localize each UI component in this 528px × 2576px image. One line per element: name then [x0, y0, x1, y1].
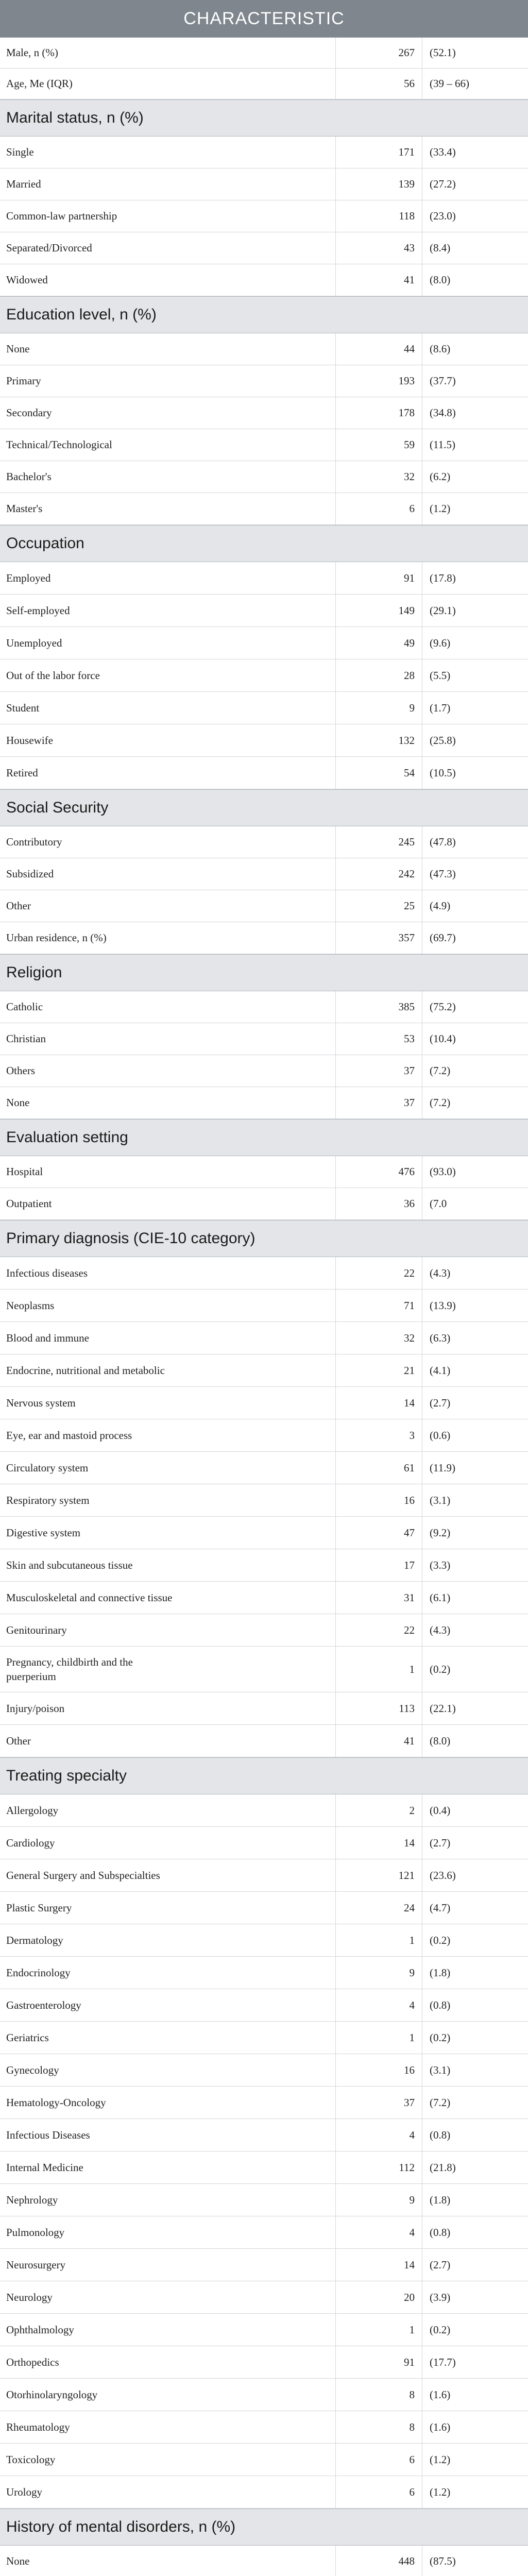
row-percent: (2.7)	[430, 2258, 451, 2271]
table-row	[0, 2346, 528, 2379]
row-label: Unemployed	[0, 627, 336, 659]
row-label: Blood and immune	[0, 1322, 336, 1354]
row-count: 8	[336, 2379, 422, 2411]
row-percent: (6.2)	[430, 470, 451, 483]
table-row	[0, 858, 528, 890]
table-row	[0, 1614, 528, 1647]
row-percent: (47.8)	[430, 836, 456, 848]
row-count: 49	[336, 627, 422, 659]
row-label: Neurosurgery	[0, 2249, 336, 2281]
row-label: Musculoskeletal and connective tissue	[0, 1582, 336, 1614]
row-count: 193	[336, 365, 422, 397]
row-percent: (23.0)	[430, 210, 456, 222]
row-label: Contributory	[0, 826, 336, 858]
row-count: 245	[336, 826, 422, 858]
table-row	[0, 137, 528, 168]
row-percent: (29.1)	[430, 604, 456, 617]
row-percent: (25.8)	[430, 734, 456, 747]
row-percent: (7.0	[430, 1197, 447, 1210]
row-count: 59	[336, 429, 422, 461]
row-percent: (1.7)	[430, 701, 451, 714]
table-row	[0, 429, 528, 461]
row-label: Married	[0, 168, 336, 200]
row-count: 37	[336, 1087, 422, 1118]
row-label: Male, n (%)	[0, 38, 336, 68]
table-row	[0, 692, 528, 724]
row-percent: (5.5)	[430, 669, 451, 682]
row-count: 71	[336, 1290, 422, 1321]
row-label: Hospital	[0, 1156, 336, 1188]
table-row	[0, 826, 528, 858]
row-count: 178	[336, 397, 422, 429]
table-row	[0, 1257, 528, 1290]
row-count: 28	[336, 659, 422, 691]
table-row	[0, 2314, 528, 2346]
row-count: 56	[336, 69, 422, 99]
table-row	[0, 1055, 528, 1087]
row-count: 24	[336, 1892, 422, 1924]
table-row	[0, 333, 528, 365]
row-count: 4	[336, 2216, 422, 2248]
table-row	[0, 2249, 528, 2281]
table-row	[0, 1957, 528, 1989]
table-row	[0, 1419, 528, 1452]
row-count: 385	[336, 991, 422, 1023]
table-row	[0, 1582, 528, 1614]
row-count: 37	[336, 2087, 422, 2119]
table-row	[0, 2476, 528, 2509]
row-percent: (33.4)	[430, 146, 456, 158]
row-percent: (8.0)	[430, 1734, 451, 1747]
row-label: None	[0, 2546, 336, 2576]
row-label: Student	[0, 692, 336, 724]
row-percent: (22.1)	[430, 1702, 456, 1715]
row-count: 2	[336, 1794, 422, 1826]
row-label: None	[0, 333, 336, 365]
table-row	[0, 2022, 528, 2054]
row-label: Cardiology	[0, 1827, 336, 1859]
row-percent: (8.0)	[430, 274, 451, 286]
row-label: Other	[0, 1725, 336, 1757]
section-header: Religion	[0, 954, 528, 991]
row-label: Infectious diseases	[0, 1257, 336, 1289]
row-count: 121	[336, 1859, 422, 1891]
table-row	[0, 2119, 528, 2151]
table-row	[0, 991, 528, 1023]
table-row	[0, 595, 528, 627]
row-label: Master's	[0, 493, 336, 524]
table-row	[0, 1827, 528, 1859]
table-row	[0, 659, 528, 692]
row-label: None	[0, 1087, 336, 1118]
row-count: 9	[336, 692, 422, 724]
table-row	[0, 2151, 528, 2184]
row-percent: (0.4)	[430, 1804, 451, 1817]
row-count: 16	[336, 1484, 422, 1516]
table-row	[0, 264, 528, 296]
row-count: 44	[336, 333, 422, 365]
row-count: 14	[336, 1387, 422, 1419]
row-count: 47	[336, 1517, 422, 1549]
row-label: Geriatrics	[0, 2022, 336, 2054]
row-count: 91	[336, 562, 422, 594]
row-percent: (69.7)	[430, 931, 456, 944]
row-percent: (3.9)	[430, 2291, 451, 2303]
row-count: 32	[336, 1322, 422, 1354]
row-percent: (10.5)	[430, 766, 456, 779]
row-count: 1	[336, 2314, 422, 2346]
row-label: Injury/poison	[0, 1692, 336, 1724]
table-row	[0, 1188, 528, 1220]
row-percent: (0.6)	[430, 1429, 451, 1442]
row-count: 31	[336, 1582, 422, 1614]
row-label: Endocrinology	[0, 1957, 336, 1989]
row-percent: (39 – 66)	[430, 77, 469, 90]
row-percent: (6.1)	[430, 1591, 451, 1604]
row-count: 118	[336, 200, 422, 232]
row-label: Secondary	[0, 397, 336, 429]
row-percent: (7.2)	[430, 1096, 451, 1109]
row-percent: (1.2)	[430, 2453, 451, 2466]
row-count: 171	[336, 137, 422, 168]
table-row	[0, 890, 528, 922]
row-label: Internal Medicine	[0, 2151, 336, 2183]
table-row	[0, 2281, 528, 2314]
row-label: Self-employed	[0, 595, 336, 626]
table-body	[0, 38, 528, 2576]
row-count: 22	[336, 1614, 422, 1646]
row-label: Out of the labor force	[0, 659, 336, 691]
table-row	[0, 1794, 528, 1827]
row-percent: (3.1)	[430, 1494, 451, 1506]
table-row	[0, 2054, 528, 2087]
row-label: Housewife	[0, 724, 336, 756]
row-percent: (4.3)	[430, 1266, 451, 1279]
row-label: Nervous system	[0, 1387, 336, 1419]
row-count: 267	[336, 38, 422, 68]
row-count: 4	[336, 1989, 422, 2021]
table-row	[0, 397, 528, 429]
table-row	[0, 2411, 528, 2444]
row-label: Respiratory system	[0, 1484, 336, 1516]
table-row	[0, 1452, 528, 1484]
table-row	[0, 2216, 528, 2249]
row-percent: (1.6)	[430, 2388, 451, 2401]
row-percent: (8.6)	[430, 343, 451, 355]
table-row	[0, 69, 528, 99]
row-count: 25	[336, 890, 422, 922]
row-count: 6	[336, 2444, 422, 2476]
row-label: Urology	[0, 2476, 336, 2508]
row-percent: (0.8)	[430, 1998, 451, 2011]
row-count: 37	[336, 1055, 422, 1087]
row-percent: (1.2)	[430, 502, 451, 515]
row-label: Neoplasms	[0, 1290, 336, 1321]
table-row	[0, 922, 528, 954]
row-percent: (4.7)	[430, 1901, 451, 1914]
row-count: 113	[336, 1692, 422, 1724]
row-count: 32	[336, 461, 422, 493]
row-percent: (17.8)	[430, 571, 456, 584]
row-count: 357	[336, 922, 422, 954]
row-percent: (0.8)	[430, 2128, 451, 2141]
row-label: Employed	[0, 562, 336, 594]
row-count: 132	[336, 724, 422, 756]
row-label: Retired	[0, 757, 336, 789]
table-row	[0, 1484, 528, 1517]
row-count: 242	[336, 858, 422, 890]
table-row	[0, 200, 528, 232]
row-percent: (52.1)	[430, 46, 456, 59]
row-label: Allergology	[0, 1794, 336, 1826]
table-row	[0, 2184, 528, 2216]
row-label: Other	[0, 890, 336, 922]
table-row	[0, 1647, 528, 1692]
row-label: Infectious Diseases	[0, 2119, 336, 2151]
section-header: Marital status, n (%)	[0, 99, 528, 137]
row-percent: (0.2)	[430, 1663, 451, 1675]
row-label: Primary	[0, 365, 336, 397]
table-row	[0, 1354, 528, 1387]
row-label: Common-law partnership	[0, 200, 336, 232]
row-label: Digestive system	[0, 1517, 336, 1549]
table-row	[0, 562, 528, 595]
section-header: Primary diagnosis (CIE-10 category)	[0, 1220, 528, 1257]
table-row	[0, 1924, 528, 1957]
row-label: Rheumatology	[0, 2411, 336, 2443]
row-percent: (4.9)	[430, 900, 451, 912]
row-label: Subsidized	[0, 858, 336, 890]
row-percent: (1.8)	[430, 2193, 451, 2206]
row-percent: (4.3)	[430, 1623, 451, 1636]
row-percent: (4.1)	[430, 1364, 451, 1377]
row-count: 1	[336, 2022, 422, 2054]
row-percent: (9.2)	[430, 1526, 451, 1539]
row-count: 54	[336, 757, 422, 789]
row-label: Single	[0, 137, 336, 168]
table-row	[0, 1549, 528, 1582]
table-row	[0, 1517, 528, 1549]
table-row	[0, 757, 528, 789]
table-title: CHARACTERISTIC	[0, 0, 528, 38]
row-percent: (93.0)	[430, 1165, 456, 1178]
row-label: Catholic	[0, 991, 336, 1023]
row-label: Pregnancy, childbirth and the puerperium	[0, 1647, 336, 1692]
row-label: Urban residence, n (%)	[0, 922, 336, 954]
table-row	[0, 1387, 528, 1419]
row-percent: (1.8)	[430, 1966, 451, 1979]
row-count: 91	[336, 2346, 422, 2378]
row-label: Nephrology	[0, 2184, 336, 2216]
table-row	[0, 168, 528, 200]
row-percent: (27.2)	[430, 178, 456, 190]
row-label: Hematology-Oncology	[0, 2087, 336, 2119]
row-percent: (75.2)	[430, 1001, 456, 1013]
table-row	[0, 1892, 528, 1924]
row-percent: (13.9)	[430, 1299, 456, 1312]
row-percent: (23.6)	[430, 1869, 456, 1882]
row-count: 4	[336, 2119, 422, 2151]
row-count: 14	[336, 1827, 422, 1859]
row-label: Gynecology	[0, 2054, 336, 2086]
row-label: Outpatient	[0, 1188, 336, 1219]
table-row	[0, 1322, 528, 1354]
row-percent: (2.7)	[430, 1836, 451, 1849]
row-percent: (0.2)	[430, 2031, 451, 2044]
row-percent: (1.6)	[430, 2420, 451, 2433]
row-label: Genitourinary	[0, 1614, 336, 1646]
row-percent: (8.4)	[430, 242, 451, 254]
row-percent: (34.8)	[430, 406, 456, 419]
row-count: 1	[336, 1924, 422, 1956]
section-header: Education level, n (%)	[0, 296, 528, 333]
row-count: 6	[336, 2476, 422, 2508]
table-row	[0, 1859, 528, 1892]
table-row	[0, 1087, 528, 1119]
section-header: Social Security	[0, 789, 528, 826]
row-count: 17	[336, 1549, 422, 1581]
row-percent: (9.6)	[430, 636, 451, 649]
table-row	[0, 724, 528, 757]
row-label: Orthopedics	[0, 2346, 336, 2378]
table-row	[0, 1989, 528, 2022]
row-count: 61	[336, 1452, 422, 1484]
table-row	[0, 1290, 528, 1322]
row-count: 21	[336, 1354, 422, 1386]
row-count: 139	[336, 168, 422, 200]
row-label: Skin and subcutaneous tissue	[0, 1549, 336, 1581]
row-label: Neurology	[0, 2281, 336, 2313]
row-count: 22	[336, 1257, 422, 1289]
row-count: 41	[336, 264, 422, 296]
row-percent: (10.4)	[430, 1032, 456, 1045]
row-count: 112	[336, 2151, 422, 2183]
row-count: 43	[336, 232, 422, 264]
table-row	[0, 1725, 528, 1757]
row-label: Dermatology	[0, 1924, 336, 1956]
row-count: 20	[336, 2281, 422, 2313]
row-percent: (21.8)	[430, 2161, 456, 2174]
row-count: 53	[336, 1023, 422, 1055]
row-count: 9	[336, 2184, 422, 2216]
row-percent: (7.2)	[430, 2096, 451, 2109]
row-label: Widowed	[0, 264, 336, 296]
row-label: Gastroenterology	[0, 1989, 336, 2021]
row-percent: (0.2)	[430, 1934, 451, 1946]
row-count: 36	[336, 1188, 422, 1219]
row-percent: (87.5)	[430, 2555, 456, 2567]
row-label: General Surgery and Subspecialties	[0, 1859, 336, 1891]
row-count: 8	[336, 2411, 422, 2443]
row-label: Otorhinolaryngology	[0, 2379, 336, 2411]
row-percent: (17.7)	[430, 2355, 456, 2368]
row-count: 149	[336, 595, 422, 626]
table-row	[0, 38, 528, 69]
row-count: 14	[336, 2249, 422, 2281]
row-label: Pulmonology	[0, 2216, 336, 2248]
row-count: 3	[336, 1419, 422, 1451]
row-percent: (47.3)	[430, 868, 456, 880]
row-count: 448	[336, 2546, 422, 2576]
table-row	[0, 627, 528, 659]
row-count: 476	[336, 1156, 422, 1188]
table-row	[0, 2379, 528, 2411]
row-count: 1	[336, 1647, 422, 1692]
row-label: Toxicology	[0, 2444, 336, 2476]
row-label: Age, Me (IQR)	[0, 69, 336, 99]
row-label: Bachelor's	[0, 461, 336, 493]
row-percent: (7.2)	[430, 1064, 451, 1077]
row-percent: (11.5)	[430, 438, 455, 451]
row-label: Endocrine, nutritional and metabolic	[0, 1354, 336, 1386]
row-percent: (0.8)	[430, 2226, 451, 2239]
section-header: Treating specialty	[0, 1757, 528, 1794]
row-percent: (0.2)	[430, 2323, 451, 2336]
table-row	[0, 1156, 528, 1188]
row-label: Circulatory system	[0, 1452, 336, 1484]
row-percent: (3.3)	[430, 1558, 451, 1571]
row-label: Others	[0, 1055, 336, 1087]
row-label: Separated/Divorced	[0, 232, 336, 264]
row-percent: (6.3)	[430, 1331, 451, 1344]
row-label: Ophthalmology	[0, 2314, 336, 2346]
section-header: Occupation	[0, 525, 528, 562]
table-row	[0, 232, 528, 264]
table-row	[0, 2087, 528, 2119]
row-percent: (11.9)	[430, 1461, 455, 1474]
row-label: Christian	[0, 1023, 336, 1055]
row-count: 6	[336, 493, 422, 524]
table-row	[0, 1023, 528, 1055]
table-row	[0, 461, 528, 493]
row-count: 41	[336, 1725, 422, 1757]
table-row	[0, 493, 528, 525]
section-header: History of mental disorders, n (%)	[0, 2509, 528, 2546]
row-count: 9	[336, 1957, 422, 1989]
row-count: 16	[336, 2054, 422, 2086]
row-percent: (1.2)	[430, 2485, 451, 2498]
row-percent: (3.1)	[430, 2063, 451, 2076]
row-label: Technical/Technological	[0, 429, 336, 461]
row-label: Eye, ear and mastoid process	[0, 1419, 336, 1451]
table-row	[0, 365, 528, 397]
table-row	[0, 2546, 528, 2576]
table-row	[0, 1692, 528, 1725]
section-header: Evaluation setting	[0, 1119, 528, 1156]
table-row	[0, 2444, 528, 2476]
row-percent: (2.7)	[430, 1396, 451, 1409]
row-label: Plastic Surgery	[0, 1892, 336, 1924]
row-percent: (37.7)	[430, 375, 456, 387]
